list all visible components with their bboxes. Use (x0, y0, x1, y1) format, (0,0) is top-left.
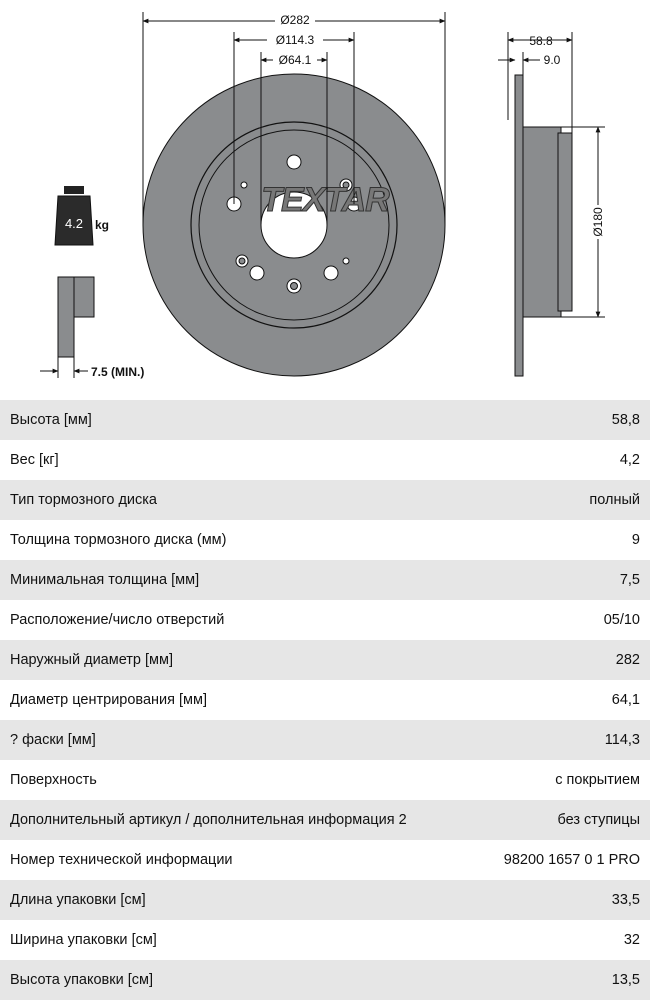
dim-thickness: 9.0 (543, 53, 561, 67)
spec-row (0, 400, 650, 440)
spec-value: 9 (631, 532, 640, 548)
spec-value: полный (589, 492, 640, 508)
spec-label: Номер технической информации (10, 852, 233, 868)
spec-label: Поверхность (10, 772, 97, 788)
dim-outer-diameter: Ø282 (280, 13, 310, 27)
spec-value: 58,8 (611, 412, 640, 428)
spec-row (0, 560, 650, 600)
specifications-table (0, 400, 650, 1000)
spec-value: 33,5 (611, 892, 640, 908)
spec-label: Ширина упаковки [см] (10, 932, 157, 948)
spec-label: Длина упаковки [см] (10, 892, 146, 908)
spec-value: 282 (615, 652, 640, 668)
spec-row (0, 920, 650, 960)
spec-row (0, 680, 650, 720)
spec-row (0, 720, 650, 760)
min-thickness-icon (40, 277, 144, 379)
dim-height: 58.8 (529, 34, 553, 48)
spec-label: Высота упаковки [см] (10, 972, 154, 988)
spec-value: 98200 1657 0 1 PRO (503, 852, 640, 868)
dim-min-thickness: 7.5 (MIN.) (91, 365, 145, 379)
spec-row (0, 880, 650, 920)
dim-bolt-circle: Ø114.3 (275, 33, 315, 47)
spec-row (0, 600, 650, 640)
spec-label: Толщина тормозного диска (мм) (10, 532, 227, 548)
spec-row (0, 640, 650, 680)
technical-drawing (0, 0, 650, 400)
spec-label: Диаметр центрирования [мм] (10, 692, 208, 708)
spec-row (0, 840, 650, 880)
dim-center-bore: Ø64.1 (278, 53, 312, 67)
weight-value: 4.2 (64, 216, 84, 231)
dim-hub-diameter: Ø180 (591, 207, 605, 237)
spec-value: без ступицы (557, 812, 640, 828)
spec-value: 64,1 (611, 692, 640, 708)
spec-row (0, 960, 650, 1000)
spec-label: Минимальная толщина [мм] (10, 572, 200, 588)
spec-value: 05/10 (603, 612, 640, 628)
disc-front-view (143, 12, 445, 376)
spec-value: 32 (623, 932, 640, 948)
spec-value: 13,5 (611, 972, 640, 988)
spec-value: 7,5 (619, 572, 640, 588)
spec-row (0, 800, 650, 840)
textar-logo: TEXTAR (261, 181, 389, 219)
weight-unit: kg (95, 218, 110, 232)
spec-value: 4,2 (619, 452, 640, 468)
disc-side-view (498, 32, 606, 376)
spec-label: Высота [мм] (10, 412, 92, 428)
spec-row (0, 480, 650, 520)
spec-row (0, 440, 650, 480)
spec-label: ? фаски [мм] (10, 732, 96, 748)
weight-icon (55, 186, 109, 245)
spec-label: Дополнительный артикул / дополнительная информация 2 (10, 812, 407, 828)
spec-label: Расположение/число отверстий (10, 612, 225, 628)
spec-label: Наружный диаметр [мм] (10, 652, 174, 668)
spec-label: Тип тормозного диска (10, 492, 157, 508)
spec-row (0, 520, 650, 560)
spec-row (0, 760, 650, 800)
spec-value: с покрытием (555, 772, 640, 788)
spec-value: 114,3 (604, 732, 640, 748)
brake-disc-drawing-svg (0, 0, 650, 400)
spec-label: Вес [кг] (10, 452, 59, 468)
